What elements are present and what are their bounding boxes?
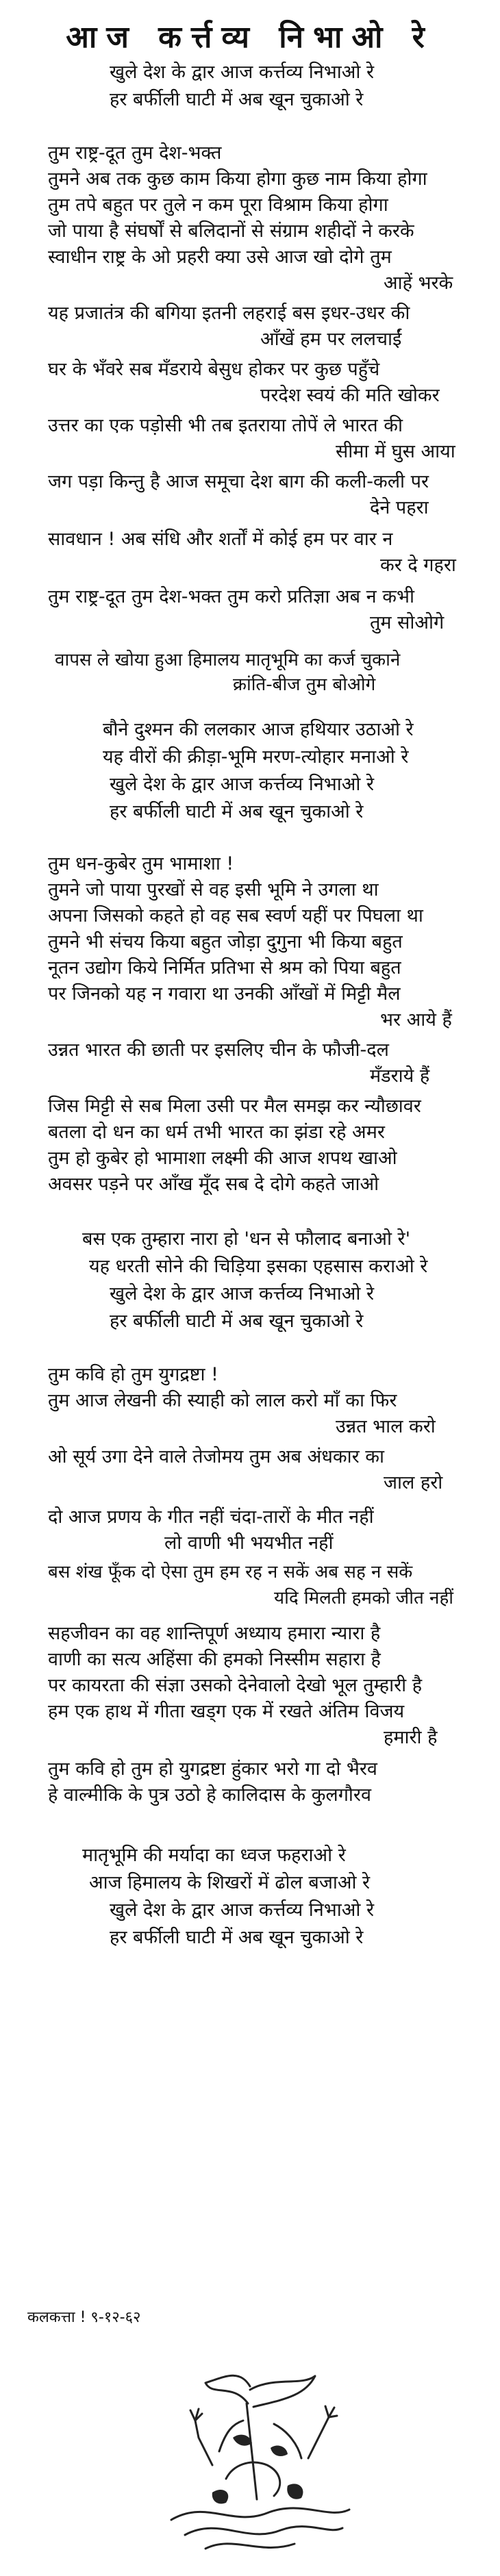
poem-line: तुम सोओगे bbox=[370, 612, 445, 633]
poem-line: अवसर पड़ने पर आँख मूँद सब दे दोगे कहते जाओ bbox=[48, 1174, 379, 1195]
poem-line: मँडराये हैं bbox=[370, 1065, 430, 1087]
poem-line: उन्नत भारत की छाती पर इसलिए चीन के फौजी-दल bbox=[48, 1039, 389, 1061]
poem-line: हम एक हाथ में गीता खड्ग एक में रखते अंतिम विजय bbox=[48, 1701, 405, 1722]
poem-line: अपना जिसको कहते हो वह सब स्वर्ण यहीं पर पिघला था bbox=[48, 905, 423, 926]
poem-line: कर दे गहरा bbox=[380, 555, 456, 576]
poem-line: जो पाया है संघर्षों से बलिदानों से संग्राम शहीदों ने करके bbox=[48, 220, 414, 242]
poem-line: सीमा में घुस आया bbox=[336, 441, 455, 462]
poem-line: पर कायरता की संज्ञा उसको देनेवालो देखो भूल तुम्हारी है bbox=[48, 1675, 423, 1696]
poem-line: दो आज प्रणय के गीत नहीं चंदा-तारों के मीत नहीं bbox=[48, 1506, 374, 1528]
poem-line: तुम हो कुबेर हो भामाशा लक्ष्मी की आज शपथ खाओ bbox=[48, 1148, 397, 1169]
poem-line: लो वाणी भी भयभीत नहीं bbox=[164, 1532, 334, 1554]
poem-line: तुमने जो पाया पुरखों से वह इसी भूमि ने उगला था bbox=[48, 879, 379, 900]
poem-line: तुम कवि हो तुम हो युगद्रष्टा हुंकार भरो गा दो भैरव bbox=[48, 1758, 377, 1780]
poem-line: तुम तपे बहुत पर तुले न कम पूरा विश्राम किया होगा bbox=[48, 194, 388, 216]
poem-line: यह प्रजातंत्र की बगिया इतनी लहराई बस इधर-उधर की bbox=[48, 303, 410, 324]
poem-line: घर के भँवरे सब मँडराये बेसुध होकर पर कुछ पहुँचे bbox=[48, 359, 380, 380]
poem-line: स्वाधीन राष्ट्र के ओ प्रहरी क्या उसे आज खो दोगे तुम bbox=[48, 247, 392, 268]
poem-line: देने पहरा bbox=[370, 497, 429, 518]
poem-line: हमारी है bbox=[384, 1727, 438, 1748]
poem-line: जाल हरो bbox=[384, 1472, 443, 1493]
poem-line: भर आये हैं bbox=[380, 1009, 452, 1031]
poem-line: उन्नत भाल करो bbox=[336, 1416, 436, 1437]
poem-line: तुम कवि हो तुम युगद्रष्टा ! bbox=[48, 1364, 218, 1385]
poem-line: आँखें हम पर ललचाईं bbox=[260, 329, 402, 350]
poem-line: बस एक तुम्हारा नारा हो 'धन से फौलाद बनाओ रे' bbox=[82, 1228, 411, 1250]
poem-line: यदि मिलती हमको जीत नहीं bbox=[274, 1588, 454, 1608]
illustration-sketch bbox=[130, 2356, 377, 2561]
poem-line: हर बर्फीली घाटी में अब खून चुकाओ रे bbox=[110, 89, 364, 110]
poem-line: क्रांति-बीज तुम बोओगे bbox=[233, 674, 376, 695]
poem-line: वापस ले खोया हुआ हिमालय मातृभूमि का कर्ज चुकाने bbox=[55, 650, 401, 670]
poem-line: वाणी का सत्य अहिंसा की हमको निस्सीम सहारा है bbox=[48, 1649, 381, 1670]
poem-line: मातृभूमि की मर्यादा का ध्वज फहराओ रे bbox=[82, 1845, 346, 1866]
poem-line: तुम राष्ट्र-दूत तुम देश-भक्त तुम करो प्रतिज्ञा अब न कभी bbox=[48, 586, 414, 607]
poem-line: तुम आज लेखनी की स्याही को लाल करो माँ का फिर bbox=[48, 1390, 397, 1411]
poem-line: खुले देश के द्वार आज कर्त्तव्य निभाओ रे bbox=[110, 1899, 374, 1921]
poem-line: हर बर्फीली घाटी में अब खून चुकाओ रे bbox=[110, 1927, 364, 1948]
poem-line: पर जिनको यह न गवारा था उनकी आँखों में मिट्टी मैल bbox=[48, 983, 401, 1005]
poem-line: हर बर्फीली घाटी में अब खून चुकाओ रे bbox=[110, 801, 364, 822]
poem-line: तुम राष्ट्र-दूत तुम देश-भक्त bbox=[48, 142, 222, 164]
poem-line: खुले देश के द्वार आज कर्त्तव्य निभाओ रे bbox=[110, 1283, 374, 1304]
poem-line: ओ सूर्य उगा देने वाले तेजोमय तुम अब अंधकार का bbox=[48, 1446, 384, 1467]
poem-line: बस शंख फूँक दो ऐसा तुम हम रह न सकें अब सह न सकें bbox=[48, 1562, 413, 1582]
poem-line: जग पड़ा किन्तु है आज समूचा देश बाग की कली-कली पर bbox=[48, 471, 429, 492]
poem-line: सहजीवन का वह शान्तिपूर्ण अध्याय हमारा न्यारा है bbox=[48, 1623, 381, 1644]
poem-line: नूतन उद्योग किये निर्मित प्रतिभा से श्रम को पिया बहुत bbox=[48, 957, 401, 978]
poem-line: हे वाल्मीकि के पुत्र उठो हे कालिदास के कुलगौरव bbox=[48, 1784, 371, 1806]
poem-line: उत्तर का एक पड़ोसी भी तब इतराया तोपें ले भारत की bbox=[48, 415, 403, 436]
poem-title: आज कर्त्तव्य निभाओ रे bbox=[66, 20, 434, 55]
poem-line: आहें भरके bbox=[384, 273, 453, 294]
poem-line: तुम धन-कुबेर तुम भामाशा ! bbox=[48, 853, 234, 874]
poem-line: तुमने अब तक कुछ काम किया होगा कुछ नाम किया होगा bbox=[48, 168, 427, 190]
poem-line: खुले देश के द्वार आज कर्त्तव्य निभाओ रे bbox=[110, 774, 374, 795]
date-line: कलकत्ता ! ९-१२-६२ bbox=[27, 2309, 141, 2326]
poem-line: बतला दो धन का धर्म तभी भारत का झंडा रहे अमर bbox=[48, 1122, 385, 1143]
poem-line: बौने दुश्मन की ललकार आज हथियार उठाओ रे bbox=[103, 719, 414, 740]
poem-line: आज हिमालय के शिखरों में ढोल बजाओ रे bbox=[89, 1872, 371, 1893]
poem-line: सावधान ! अब संधि और शर्तों में कोई हम पर वार न bbox=[48, 529, 393, 550]
poem-line: तुमने भी संचय किया बहुत जोड़ा दुगुना भी किया बहुत bbox=[48, 931, 403, 952]
poem-line: यह वीरों की क्रीड़ा-भूमि मरण-त्योहार मनाओ रे bbox=[103, 746, 409, 768]
poem-line: जिस मिट्टी से सब मिला उसी पर मैल समझ कर न्यौछावर bbox=[48, 1096, 421, 1117]
poem-line: परदेश स्वयं की मति खोकर bbox=[260, 385, 440, 406]
poem-line: खुले देश के द्वार आज कर्त्तव्य निभाओ रे bbox=[110, 62, 374, 83]
poem-line: हर बर्फीली घाटी में अब खून चुकाओ रे bbox=[110, 1311, 364, 1332]
poem-line: यह धरती सोने की चिड़िया इसका एहसास कराओ रे bbox=[89, 1256, 428, 1277]
